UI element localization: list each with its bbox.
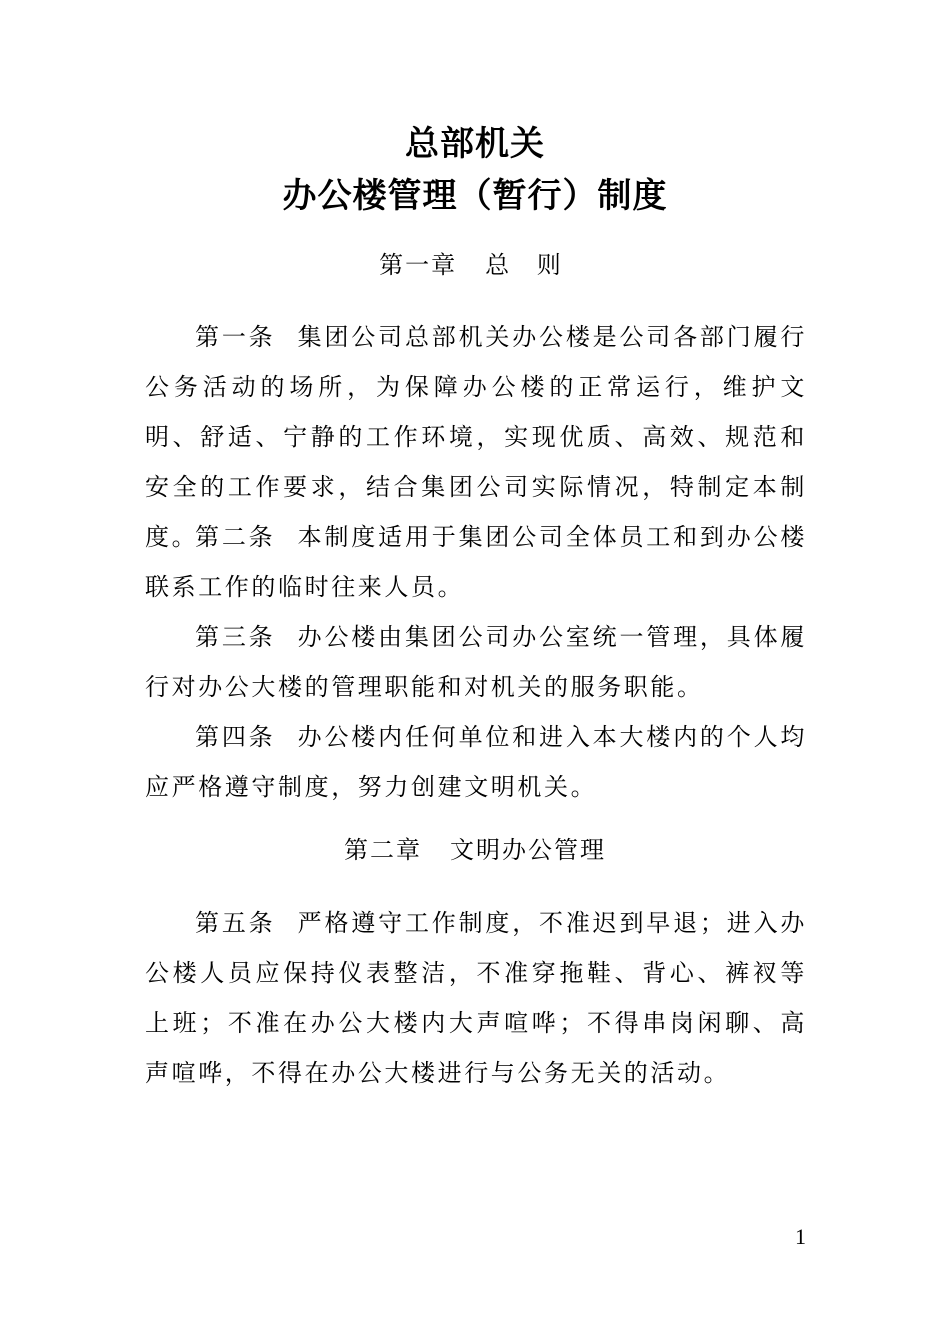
- title-line-1: 总部机关: [405, 124, 545, 164]
- chapter-name: 总 则: [485, 251, 571, 279]
- article-4: [145, 712, 807, 812]
- article-text: 办公楼内任何单位和进入本大楼内的个人均应严格遵守制度，努力创建文明机关。: [145, 723, 807, 801]
- title-line-2: 办公楼管理（暂行）制度: [282, 176, 668, 216]
- article-number: 第一条: [195, 323, 276, 351]
- article-5: [145, 898, 807, 1098]
- article-number: 第四条: [195, 723, 276, 751]
- article-text: 严格遵守工作制度，不准迟到早退；进入办公楼人员应保持仪表整洁，不准穿拖鞋、背心、裤衩等上班；不准在办公大楼内大声喧哗；不得串岗闲聊、高声喧哗，不得在办公大楼进行与公务无关的活动。: [145, 909, 807, 1087]
- article-number: 第三条: [195, 623, 276, 651]
- article-text: 集团公司总部机关办公楼是公司各部门履行公务活动的场所，为保障办公楼的正常运行，维护文明、舒适、宁静的工作环境，实现优质、高效、规范和安全的工作要求，结合集团公司实际情况，特制定本制度。: [145, 323, 807, 551]
- article-text: 本制度适用于集团公司全体员工和到办公楼联系工作的临时往来人员。: [145, 523, 807, 601]
- chapter-number: 第一章: [379, 251, 458, 279]
- article-number: 第二条: [195, 523, 276, 551]
- page-number: 1: [795, 1224, 806, 1249]
- article-number: 第五条: [195, 909, 276, 937]
- chapter-name: 文明办公管理: [450, 836, 606, 864]
- article-2: [145, 512, 807, 612]
- document-title: [0, 118, 950, 222]
- article-3: [145, 612, 807, 712]
- article-text: 办公楼由集团公司办公室统一管理，具体履行对办公大楼的管理职能和对机关的服务职能。: [145, 623, 807, 701]
- chapter-heading-1: [0, 245, 950, 285]
- chapter-heading-2: [0, 830, 950, 870]
- chapter-number: 第二章: [344, 836, 422, 864]
